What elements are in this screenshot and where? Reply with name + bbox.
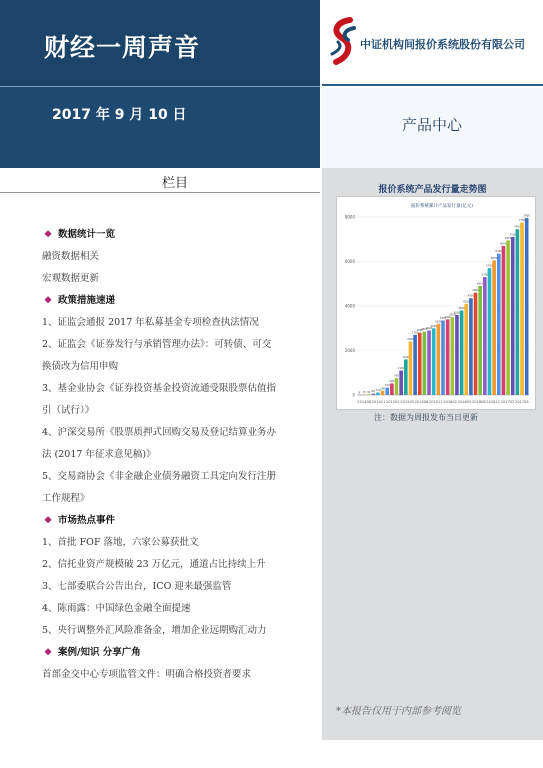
product-center-box — [322, 88, 543, 168]
chart-bar — [488, 268, 492, 395]
chart-bar — [441, 320, 445, 395]
chart-bar — [455, 315, 459, 395]
chart-bar — [404, 359, 408, 395]
bar-value-label: 760 — [394, 374, 399, 378]
chart-bar — [367, 394, 371, 395]
bar-value-label: 8 — [358, 391, 361, 395]
chart-bar — [395, 378, 399, 395]
list-item: 5、央行调整外汇风险准备金，增加企业远期购汇动力 — [42, 625, 267, 636]
chart-bar — [483, 277, 487, 395]
x-tick-label: 201411 — [371, 400, 386, 404]
x-tick-label: 201605 — [457, 400, 472, 404]
x-tick-label: 201408 — [357, 400, 372, 404]
diamond-bullet-icon: ❖ — [44, 296, 53, 306]
company-logo-icon — [328, 16, 358, 70]
bar-value-label: 190 — [380, 387, 386, 391]
x-tick-label: 201608 — [471, 400, 486, 404]
contents-divider — [0, 192, 320, 193]
chart-bar — [432, 328, 436, 395]
section-title: ❖ 市场热点事件 — [42, 510, 314, 532]
chart-bar — [399, 371, 403, 395]
company-name: 中证机构间报价系统股份有限公司 — [360, 38, 525, 51]
x-tick-label: 201611 — [486, 400, 501, 404]
chart-bar — [390, 383, 394, 395]
chart-bar — [469, 298, 473, 395]
chart-bar — [385, 388, 389, 395]
chart-bar — [413, 335, 417, 395]
chart-bar — [525, 218, 529, 395]
bar-value-label: 4600 — [472, 289, 479, 293]
bar-value-label: 2900 — [425, 326, 433, 330]
contents-list — [42, 224, 314, 686]
chart-bar — [418, 333, 422, 395]
list-item: 换债改为信用申购 — [42, 361, 119, 372]
issuance-bar-chart — [337, 197, 535, 409]
y-tick-label: 0 — [352, 392, 355, 398]
chart-bar — [497, 254, 501, 395]
report-title: 财经一周声音 — [44, 33, 201, 62]
sidebar — [322, 168, 543, 740]
list-item: 2、信托业资产规模破 23 万亿元，通道占比持续上升 — [42, 559, 266, 570]
bar-value-label: 5300 — [481, 273, 489, 277]
bar-value-label: 3400 — [444, 315, 451, 319]
bar-value-label: 2400 — [407, 338, 414, 342]
diamond-bullet-icon: ❖ — [44, 648, 53, 658]
section-title: ❖ 数据统计一览 — [42, 224, 314, 246]
company-logo-box — [322, 0, 543, 86]
list-item: 3、基金业协会《证券投资基金投资流通受限股票估值指 — [42, 383, 277, 394]
x-tick-label: 201702 — [500, 400, 515, 404]
bar-value-label: 6700 — [500, 242, 507, 246]
section-title: ❖ 政策措施速递 — [42, 290, 314, 312]
list-item: 1、首批 FOF 落地，六家公募获批文 — [42, 537, 199, 548]
y-tick-label: 8000 — [344, 214, 355, 220]
contents-heading: 栏目 — [162, 176, 189, 191]
bar-value-label: 4100 — [462, 300, 470, 304]
chart-bar — [474, 293, 478, 395]
chart-bar — [450, 317, 454, 395]
bar-value-label: 60 — [371, 390, 375, 394]
chart-bar — [427, 330, 431, 395]
x-tick-label: 201508 — [414, 400, 429, 404]
list-item: 4、沪深交易所《股票质押式回购交易及登记结算业务办 — [42, 427, 277, 438]
internal-use-note: *本报告仅用于内部参考阅览 — [336, 706, 461, 717]
chart-bar — [502, 246, 506, 395]
bar-value-label: 7950 — [523, 214, 530, 218]
list-item: 4、陈雨露：中国绿色金融全面提速 — [42, 603, 191, 614]
header-divider — [0, 86, 320, 87]
header-banner — [0, 0, 320, 168]
chart-bar — [492, 260, 496, 395]
bar-value-label: 520 — [389, 379, 395, 383]
bar-value-label: 3500 — [448, 313, 456, 317]
chart-bar — [409, 342, 413, 395]
bar-value-label: 3200 — [435, 320, 442, 324]
bar-value-label: 3000 — [430, 324, 438, 328]
x-tick-label: 201502 — [385, 400, 400, 404]
bar-value-label: 5700 — [486, 264, 493, 268]
x-tick-label: 201705 — [514, 400, 529, 404]
bar-value-label: 3800 — [458, 306, 465, 310]
section-title: ❖ 案例/知识 分享广角 — [42, 642, 314, 664]
x-tick-label: 201602 — [443, 400, 458, 404]
chart-bar — [516, 229, 520, 395]
list-item: 工作规程》 — [42, 493, 90, 504]
diamond-bullet-icon: ❖ — [44, 516, 53, 526]
chart-panel — [336, 196, 536, 410]
chart-bar — [464, 304, 468, 395]
x-tick-label: 201505 — [400, 400, 415, 404]
bar-value-label: 6350 — [495, 250, 503, 254]
bar-value-label: 1100 — [397, 367, 405, 371]
y-tick-label: 6000 — [344, 259, 355, 264]
list-item: 5、交易商协会《非金融企业债务融资工具定向发行注册 — [42, 471, 277, 482]
chart-subtitle: 报价系统累计产品发行量(亿元) — [411, 204, 474, 209]
bar-value-label: 3600 — [453, 311, 461, 315]
bar-value-label: 330 — [384, 384, 390, 388]
chart-bar — [376, 393, 380, 395]
chart-title: 报价系统产品发行量走势图 — [378, 185, 487, 195]
chart-bar — [506, 240, 510, 395]
bar-value-label: 4900 — [476, 282, 484, 286]
diamond-bullet-icon: ❖ — [44, 230, 53, 240]
bar-value-label: 7450 — [514, 225, 521, 229]
bar-value-label: 2700 — [411, 331, 419, 335]
bar-value-label: 7100 — [509, 233, 517, 237]
chart-bar — [381, 391, 385, 395]
list-item: 法 (2017 年征求意见稿)》 — [42, 449, 156, 460]
list-item: 2、证监会《证券发行与承销管理办法》：可转债、可交 — [42, 339, 272, 350]
chart-bar — [460, 310, 464, 395]
bar-value-label: 7750 — [518, 219, 526, 223]
list-item: 引（试行）》 — [42, 405, 95, 416]
bar-value-label: 1600 — [402, 355, 410, 359]
list-item: 1、证监会通报 2017 年私募基金专项检查执法情况 — [42, 317, 259, 328]
chart-bar — [520, 223, 524, 395]
chart-bar — [511, 237, 515, 395]
bar-value-label: 30 — [366, 390, 371, 394]
list-item: 首部金交中心专项监管文件：明确合格投资者要求 — [42, 669, 252, 680]
y-tick-label: 4000 — [344, 303, 355, 309]
bar-value-label: 3350 — [439, 316, 447, 320]
bar-value-label: 4350 — [467, 294, 475, 298]
chart-bar — [371, 394, 375, 395]
chart-bar — [478, 286, 482, 395]
bar-value-label: 2800 — [416, 329, 424, 333]
list-item: 融资数据相关 — [42, 251, 100, 262]
list-item: 宏观数据更新 — [42, 273, 100, 284]
chart-note: 注：数据为周报发布当日更新 — [374, 413, 478, 422]
bar-value-label: 6950 — [504, 236, 512, 240]
bar-value-label: 15 — [362, 391, 366, 395]
x-tick-label: 201511 — [428, 400, 443, 404]
bar-value-label: 2850 — [421, 328, 428, 332]
bar-value-label: 6050 — [490, 256, 498, 260]
chart-bar — [423, 332, 427, 395]
bar-value-label: 110 — [375, 389, 381, 393]
report-date: 2017 年 9 月 10 日 — [52, 107, 187, 123]
chart-bar — [437, 324, 441, 395]
y-tick-label: 2000 — [344, 348, 355, 353]
list-item: 3、七部委联合公告出台，ICO 迎来最强监管 — [42, 581, 232, 592]
chart-bar — [446, 319, 450, 395]
product-center-label: 产品中心 — [402, 116, 463, 134]
